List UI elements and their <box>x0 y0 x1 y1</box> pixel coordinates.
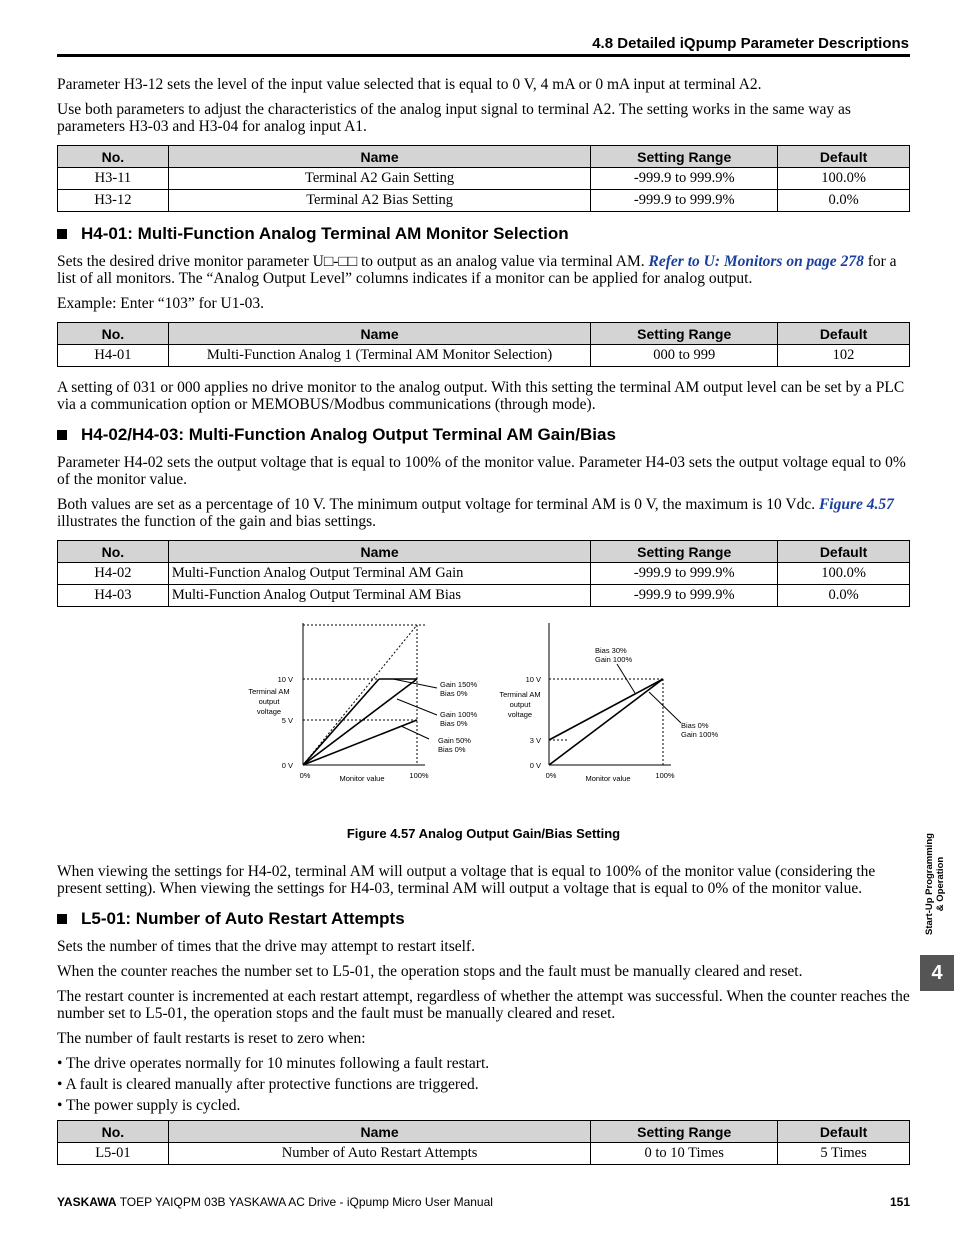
header-rule <box>57 54 910 57</box>
monitors-page-link[interactable]: Refer to U: Monitors on page 278 <box>648 253 864 270</box>
h4-01-paragraph-1 <box>57 253 910 287</box>
col-header-name: Name <box>168 541 590 563</box>
text-span: for a list of all monitors. The “Analog Output Level” columns indicates if a monitor can be applied for analog output. <box>57 253 897 287</box>
l5-01-paragraph-4: The number of fault restarts is reset to zero when: <box>57 1030 366 1047</box>
chapter-tab[interactable]: 4 <box>920 955 954 991</box>
param-name: Terminal A2 Gain Setting <box>168 168 590 190</box>
left-xlabel: Monitor value <box>339 774 385 783</box>
l5-01-paragraph-2: When the counter reaches the number set to L5-01, the operation stops and the fault must be manually cleared and reset. <box>57 963 803 980</box>
table-row <box>58 190 910 212</box>
list-item: • The drive operates normally for 10 minutes following a fault restart. <box>57 1055 490 1072</box>
right-ann-bias30: Bias 30% <box>595 646 627 655</box>
right-ylabel: output <box>509 700 531 709</box>
page-header-title: 4.8 Detailed iQpump Parameter Descriptions <box>592 35 909 52</box>
list-item: • A fault is cleared manually after protective functions are triggered. <box>57 1076 479 1093</box>
section-heading-l5-01 <box>57 909 910 929</box>
param-default: 100.0% <box>778 168 910 190</box>
gain-bias-diagram <box>57 619 910 824</box>
param-no: H4-03 <box>58 585 169 607</box>
left-ylabel: output <box>258 697 280 706</box>
l5-01-paragraph-1: Sets the number of times that the drive may attempt to restart itself. <box>57 938 475 955</box>
param-no: H4-01 <box>58 345 169 367</box>
l5-01-paragraph-3: The restart counter is incremented at each restart attempt, regardless of whether the attempt was successful. When the counter reaches the number set to L5-01, the operation stops and the fault must be manually cleared and reset. <box>57 988 910 1022</box>
left-ann-bias0: Bias 0% <box>440 689 468 698</box>
intro-paragraph-2: Use both parameters to adjust the characteristics of the analog input signal to terminal A2. The setting works in the same way as parameters H3-03 and H3-04 for analog input A1. <box>57 101 851 135</box>
right-ylabel: voltage <box>507 710 533 719</box>
left-ylabel: Terminal AM <box>248 687 290 696</box>
intro-paragraph-1: Parameter H3-12 sets the level of the input value selected that is equal to 0 V, 4 mA or 0 mA input at terminal A2. <box>57 76 762 93</box>
section-bullet-icon <box>57 229 67 239</box>
right-ylabel: Terminal AM <box>499 690 541 699</box>
parameter-table-h4-01 <box>57 322 910 367</box>
param-range: -999.9 to 999.9% <box>591 563 778 585</box>
col-header-default: Default <box>778 541 910 563</box>
param-range: -999.9 to 999.9% <box>591 168 778 190</box>
param-range: -999.9 to 999.9% <box>591 585 778 607</box>
section-heading-h4-01 <box>57 224 910 244</box>
section-heading-h4-02 <box>57 425 910 445</box>
footer-brand: YASKAWA <box>57 1195 117 1209</box>
table-row <box>58 345 910 367</box>
left-gain150-line <box>303 679 379 765</box>
left-ann-bias0: Bias 0% <box>440 719 468 728</box>
left-ytick-5v: 5 V <box>281 716 293 725</box>
right-ytick-3v: 3 V <box>529 736 541 745</box>
section-bullet-icon <box>57 914 67 924</box>
right-ann-gain100: Gain 100% <box>681 730 719 739</box>
param-name: Number of Auto Restart Attempts <box>168 1143 590 1165</box>
h4-02-paragraph-2 <box>57 496 910 530</box>
col-header-range: Setting Range <box>591 541 778 563</box>
sidebar-text <box>924 819 946 949</box>
param-name: Terminal A2 Bias Setting <box>168 190 590 212</box>
right-xlabel: Monitor value <box>585 774 631 783</box>
h4-01-paragraph-3: A setting of 031 or 000 applies no drive monitor to the analog output. With this setting the terminal AM output level can be set by a PLC via a communication option or MEMOBUS/Modbus communications (through mode). <box>57 379 905 413</box>
left-gain100-line <box>303 679 417 765</box>
right-xtick-0: 0% <box>545 771 557 780</box>
param-default: 102 <box>778 345 910 367</box>
h4-02-paragraph-1: Parameter H4-02 sets the output voltage that is equal to 100% of the monitor value. Parameter H4-03 sets the output voltage equal to 0% of the monitor value. <box>57 454 906 488</box>
left-ann50-leader <box>401 726 429 739</box>
left-ytick-10v: 10 V <box>277 675 293 684</box>
param-default: 0.0% <box>778 585 910 607</box>
list-item: • The power supply is cycled. <box>57 1097 241 1114</box>
left-xtick-0: 0% <box>299 771 311 780</box>
right-ytick-10v: 10 V <box>525 675 541 684</box>
param-range: -999.9 to 999.9% <box>591 190 778 212</box>
param-default: 5 Times <box>778 1143 910 1165</box>
col-header-name: Name <box>168 146 590 168</box>
h4-02-paragraph-3: When viewing the settings for H4-02, terminal AM will output a voltage that is equal to 100% of the monitor value (considering the present setting). When viewing the settings for H4-03, terminal AM will output a voltage that is equal to 0% of the monitor value. <box>57 863 876 897</box>
section-title: H4-01: Multi-Function Analog Terminal AM Monitor Selection <box>81 224 569 243</box>
right-ytick-0v: 0 V <box>529 761 541 770</box>
param-no: H3-12 <box>58 190 169 212</box>
right-bias0-line <box>549 679 663 765</box>
param-no: H3-11 <box>58 168 169 190</box>
main-content <box>57 76 910 1177</box>
col-header-default: Default <box>778 146 910 168</box>
section-title: L5-01: Number of Auto Restart Attempts <box>81 909 405 928</box>
left-gain150-dashed <box>303 625 417 765</box>
sidebar-text-line-2: & Operation <box>935 856 946 912</box>
right-graph <box>549 623 681 765</box>
param-no: H4-02 <box>58 563 169 585</box>
left-gain50-line <box>303 720 417 765</box>
param-range: 0 to 10 Times <box>591 1143 778 1165</box>
left-xtick-100: 100% <box>409 771 429 780</box>
right-ann-bias0: Bias 0% <box>681 721 709 730</box>
col-header-name: Name <box>168 323 590 345</box>
page-footer <box>57 1195 910 1209</box>
col-header-no: No. <box>58 323 169 345</box>
left-ytick-0v: 0 V <box>281 761 293 770</box>
section-bullet-icon <box>57 430 67 440</box>
col-header-default: Default <box>778 1121 910 1143</box>
table-row <box>58 1143 910 1165</box>
col-header-no: No. <box>58 1121 169 1143</box>
text-span: Sets the desired drive monitor parameter U□-□□ to output as an analog value via terminal AM. <box>57 253 649 270</box>
chapter-sidebar-label <box>920 815 944 945</box>
left-graph <box>303 623 437 765</box>
page-number: 151 <box>889 1195 910 1209</box>
table-row <box>58 168 910 190</box>
figure-gain-bias <box>57 619 910 824</box>
param-default: 100.0% <box>778 563 910 585</box>
text-span: illustrates the function of the gain and bias settings. <box>57 513 376 530</box>
text-span: Both values are set as a percentage of 10 V. The minimum output voltage for terminal AM is 0 V, the maximum is 10 Vdc. <box>57 496 819 513</box>
right-ann0-leader <box>649 692 681 723</box>
param-no: L5-01 <box>58 1143 169 1165</box>
col-header-no: No. <box>58 146 169 168</box>
col-header-default: Default <box>778 323 910 345</box>
param-name: Multi-Function Analog Output Terminal AM Gain <box>168 563 590 585</box>
param-default: 0.0% <box>778 190 910 212</box>
param-name: Multi-Function Analog Output Terminal AM Bias <box>168 585 590 607</box>
table-row <box>58 585 910 607</box>
sidebar-text-line-1: Start-Up Programming <box>924 833 935 935</box>
figure-link[interactable]: Figure 4.57 <box>818 496 894 513</box>
col-header-range: Setting Range <box>591 1121 778 1143</box>
left-ylabel: voltage <box>256 707 282 716</box>
col-header-range: Setting Range <box>591 323 778 345</box>
left-ann-gain50: Gain 50% <box>438 736 471 745</box>
left-ann-bias0: Bias 0% <box>438 745 466 754</box>
param-range: 000 to 999 <box>591 345 778 367</box>
parameter-table-h3 <box>57 145 910 212</box>
table-row <box>58 563 910 585</box>
parameter-table-l5-01 <box>57 1120 910 1165</box>
parameter-table-h4-02 <box>57 540 910 607</box>
right-xtick-100: 100% <box>655 771 675 780</box>
col-header-name: Name <box>168 1121 590 1143</box>
col-header-range: Setting Range <box>591 146 778 168</box>
left-ann-gain100: Gain 100% <box>440 710 478 719</box>
left-ann-gain150: Gain 150% <box>440 680 478 689</box>
right-ann-gain100: Gain 100% <box>595 655 633 664</box>
footer-doc-title: TOEP YAIQPM 03B YASKAWA AC Drive - iQpump Micro User Manual <box>116 1195 493 1209</box>
col-header-no: No. <box>58 541 169 563</box>
section-title: H4-02/H4-03: Multi-Function Analog Output Terminal AM Gain/Bias <box>81 425 616 444</box>
param-name: Multi-Function Analog 1 (Terminal AM Monitor Selection) <box>168 345 590 367</box>
h4-01-paragraph-2: Example: Enter “103” for U1-03. <box>57 295 265 312</box>
figure-caption: Figure 4.57 Analog Output Gain/Bias Setting <box>346 826 621 841</box>
right-bias30-line <box>549 679 663 740</box>
right-ann30-leader <box>617 664 635 693</box>
reset-conditions-list <box>57 1055 910 1114</box>
